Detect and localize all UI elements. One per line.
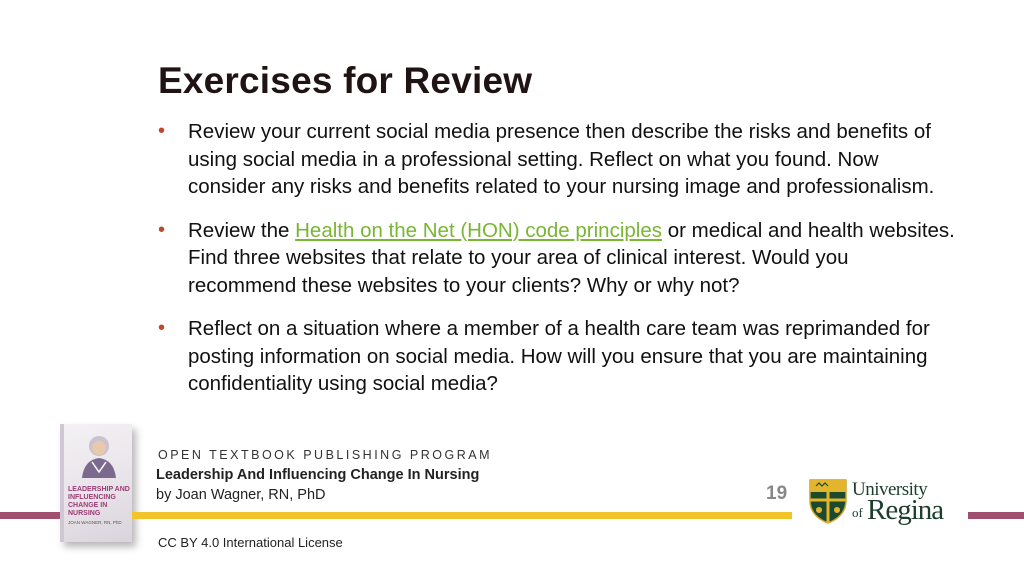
author-byline: by Joan Wagner, RN, PhD bbox=[156, 487, 326, 503]
exercise-item-2 bbox=[158, 217, 958, 300]
exercise-text-2-suffix: or medical and health websites. Find three websites that relate to your area of clinical interest. Would you recommend these websites to your clients? Why or why not? bbox=[188, 218, 955, 297]
hon-code-link[interactable]: Health on the Net (HON) code principles bbox=[295, 218, 662, 242]
bullet-icon: • bbox=[158, 218, 166, 241]
bullet-icon: • bbox=[158, 317, 166, 339]
university-name-of: of bbox=[852, 505, 863, 520]
book-title: Leadership And Influencing Change In Nursing bbox=[156, 467, 480, 483]
exercise-text-3: Reflect on a situation where a member of a health care team was reprimanded for posting information on social media. How will you ensure that you are maintaining confidentiality using social media? bbox=[188, 317, 930, 395]
license-text: CC BY 4.0 International License bbox=[158, 535, 343, 550]
bullet-icon: • bbox=[158, 120, 166, 142]
exercise-item-1 bbox=[158, 118, 958, 201]
exercise-text-2-prefix: Review the bbox=[188, 218, 296, 242]
footer-bar-gold bbox=[132, 512, 792, 519]
exercise-item-3 bbox=[158, 315, 958, 398]
book-cover-image bbox=[60, 424, 132, 542]
footer-bar-left bbox=[0, 512, 60, 519]
exercise-list bbox=[158, 118, 958, 414]
university-name-line1: University bbox=[852, 479, 928, 500]
slide-title: Exercises for Review bbox=[158, 60, 533, 101]
university-crest-icon bbox=[808, 478, 848, 524]
exercise-text-1: Review your current social media presence then describe the risks and benefits of using social media in a professional setting. Reflect on what you found. Now consider any risks and benefits related to your nursing image and professionalism. bbox=[188, 120, 935, 198]
university-name-line2: Regina bbox=[867, 494, 944, 526]
publishing-program: OPEN TEXTBOOK PUBLISHING PROGRAM bbox=[158, 448, 492, 462]
footer-bar-right bbox=[968, 512, 1024, 519]
book-cover-title: LEADERSHIP AND INFLUENCING CHANGE IN NURSING bbox=[68, 486, 130, 517]
book-cover-author: JOAN WAGNER, RN, PhD bbox=[68, 520, 122, 525]
page-number: 19 bbox=[766, 483, 788, 504]
nurse-portrait-icon bbox=[78, 432, 120, 478]
